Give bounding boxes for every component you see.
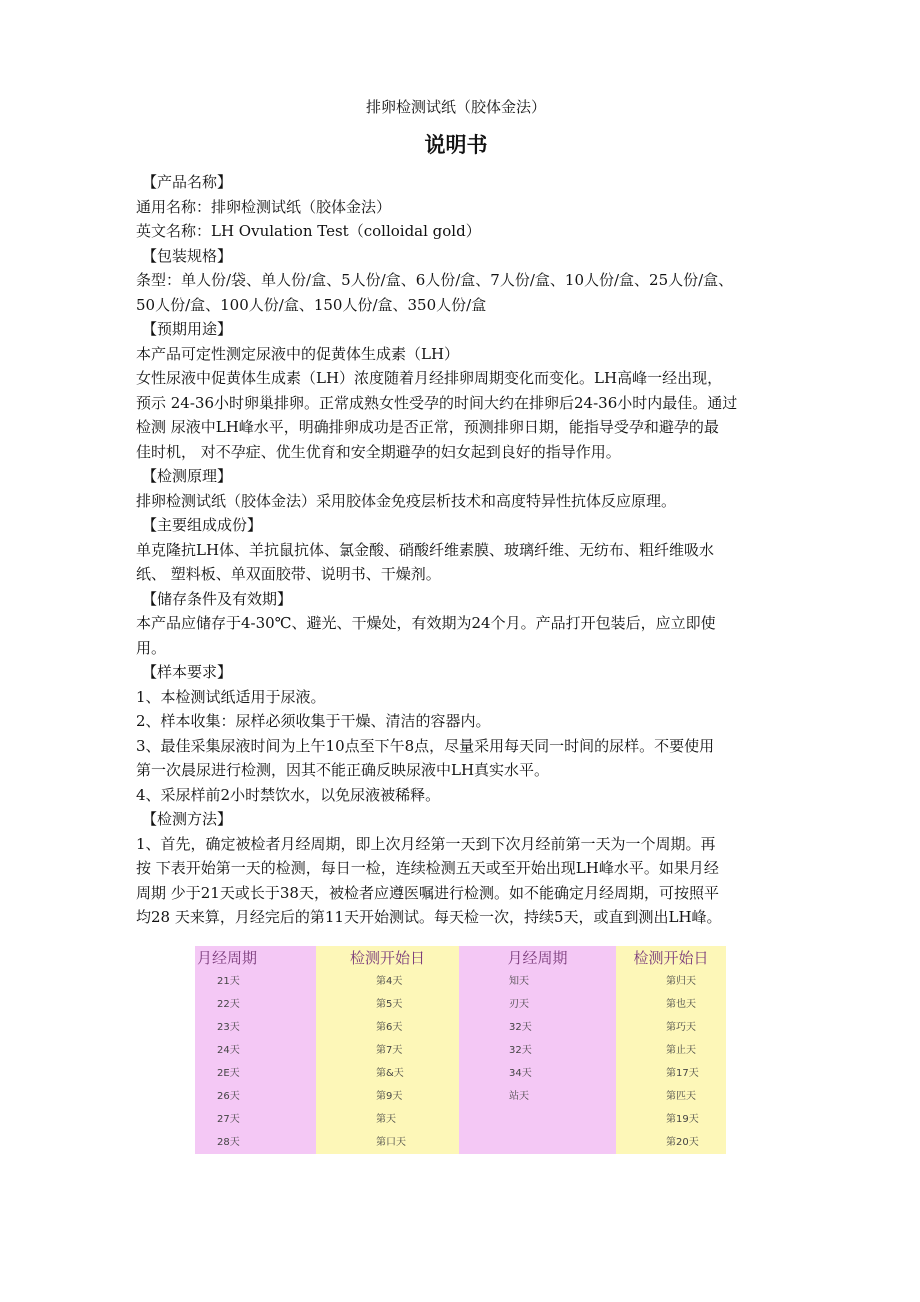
table-cell: 34天: [509, 1068, 532, 1079]
table-cell: 第巧天: [666, 1022, 696, 1033]
text-line: 3、最佳采集尿液时间为上午10点至下午8点，尽量采用每天同一时间的尿样。不要使用: [136, 736, 715, 755]
table-cell: 站天: [509, 1091, 529, 1102]
text-line: 单克隆抗LH体、羊抗鼠抗体、氯金酸、硝酸纤维素膜、玻璃纤维、无纺布、粗纤维吸水: [136, 540, 715, 559]
text-line: 2、样本收集：尿样必须收集于干燥、清洁的容器内。: [136, 712, 491, 730]
table-header: 检测开始日: [349, 949, 425, 967]
table-cell: 28天: [217, 1137, 240, 1148]
table-cell: 第&天: [376, 1068, 404, 1079]
text-line: 通用名称：排卵检测试纸（胶体金法）: [136, 197, 392, 216]
text-line: 1、首先，确定被检者月经周期，即上次月经第一天到下次月经前第一天为一个周期。再: [136, 834, 716, 853]
table-cell: 23天: [217, 1022, 240, 1033]
table-cell: 第4天: [376, 976, 403, 987]
text-line: 50人份/盒、100人份/盒、150人份/盒、350人份/盒: [136, 295, 487, 314]
table-cell: 2E天: [217, 1068, 240, 1079]
table-cell: 第止天: [666, 1045, 696, 1056]
table-header: 月经周期: [507, 949, 568, 967]
table-cell: 32天: [509, 1022, 532, 1033]
cycle-table: [195, 946, 726, 1154]
text-line: 佳时机， 对不孕症、优生优育和安全期避孕的妇女起到良好的指导作用。: [136, 442, 621, 461]
table-cell: 第5天: [376, 999, 403, 1010]
text-line: 周期 少于21天或长于38天，被检者应遵医嘱进行检测。如不能确定月经周期，可按照平: [136, 883, 719, 902]
text-line: 女性尿液中促黄体生成素（LH）浓度随着月经排卵周期变化而变化。LH高峰一经出现，: [136, 369, 723, 387]
table-cell: 第匹天: [666, 1091, 696, 1102]
table-cell: 22天: [217, 999, 240, 1010]
text-line: 条型：单人份/袋、单人份/盒、5人份/盒、6人份/盒、7人份/盒、10人份/盒、25人份/盒、: [136, 271, 734, 289]
table-cell: 第17天: [666, 1068, 699, 1079]
table-cell: 第9天: [376, 1091, 403, 1102]
section-heading: 【样本要求】: [142, 663, 233, 681]
text-line: 纸、 塑料板、单双面胶带、说明书、干燥剂。: [136, 565, 441, 583]
section-heading: 【包装规格】: [142, 246, 233, 265]
text-line: 本产品可定性测定尿液中的促黄体生成素（LH）: [136, 344, 460, 363]
table-header: 月经周期: [197, 949, 258, 967]
text-line: 按 下表开始第一天的检测，每日一检，连续检测五天或至开始出现LH峰水平。如果月经: [136, 859, 719, 877]
text-line: 英文名称：LH Ovulation Test（colloidal gold）: [136, 222, 481, 240]
table-cell: 第归天: [666, 976, 696, 987]
table-cell: 第6天: [376, 1022, 403, 1033]
table-column-start-2: [616, 946, 726, 1154]
table-cell: 第也天: [666, 999, 696, 1010]
text-line: 检测 尿液中LH峰水平，明确排卵成功是否正常，预测排卵日期，能指导受孕和避孕的最: [136, 418, 719, 436]
table-cell: 第7天: [376, 1045, 403, 1056]
table-cell: 知天: [509, 976, 529, 987]
doc-lines: [136, 170, 776, 930]
text-line: 预示 24-36小时卵巢排卵。正常成熟女性受孕的时间大约在排卵后24-36小时内最佳。通过: [136, 393, 738, 412]
table-cell: 第口天: [376, 1137, 406, 1148]
table-header: 检测开始日: [633, 949, 709, 967]
text-line: 第一次晨尿进行检测，因其不能正确反映尿液中LH真实水平。: [136, 761, 550, 779]
section-heading: 【检测方法】: [142, 810, 233, 828]
table-cell: 32天: [509, 1045, 532, 1056]
text-line: 4、采尿样前2小时禁饮水，以免尿液被稀释。: [136, 785, 441, 804]
text-line: 1、本检测试纸适用于尿液。: [136, 687, 326, 706]
table-cell: 第20天: [666, 1137, 699, 1148]
section-heading: 【检测原理】: [142, 467, 233, 485]
table-column-start-1: [316, 946, 459, 1154]
table-cell: 刃天: [509, 999, 529, 1010]
table-column-cycle-2: [459, 946, 616, 1154]
table-cell: 21天: [217, 976, 240, 987]
text-line: 排卵检测试纸（胶体金法）采用胶体金免疫层析技术和高度特异性抗体反应原理。: [136, 491, 677, 510]
section-heading: 【产品名称】: [142, 173, 233, 191]
table-column-cycle-1: [195, 946, 316, 1154]
table-cell: 27天: [217, 1114, 240, 1125]
doc-subtitle: 说明书: [424, 132, 488, 157]
section-heading: 【储存条件及有效期】: [142, 589, 293, 608]
doc-title: 排卵检测试纸（胶体金法）: [365, 98, 546, 116]
table-cell: 26天: [217, 1091, 240, 1102]
text-line: 均28 天来算，月经完后的第11天开始测试。每天检一次，持续5天，或直到测出LH峰。: [136, 908, 722, 926]
table-cell: 第天: [376, 1114, 396, 1125]
text-line: 本产品应储存于4-30℃、避光、干燥处，有效期为24个月。产品打开包装后，应立即使: [136, 614, 716, 632]
table-cell: 24天: [217, 1045, 240, 1056]
section-heading: 【主要组成成份】: [142, 516, 263, 534]
section-heading: 【预期用途】: [142, 320, 233, 338]
document-body: [136, 96, 776, 930]
table-cell: 第19天: [666, 1114, 699, 1125]
text-line: 用。: [136, 638, 167, 657]
